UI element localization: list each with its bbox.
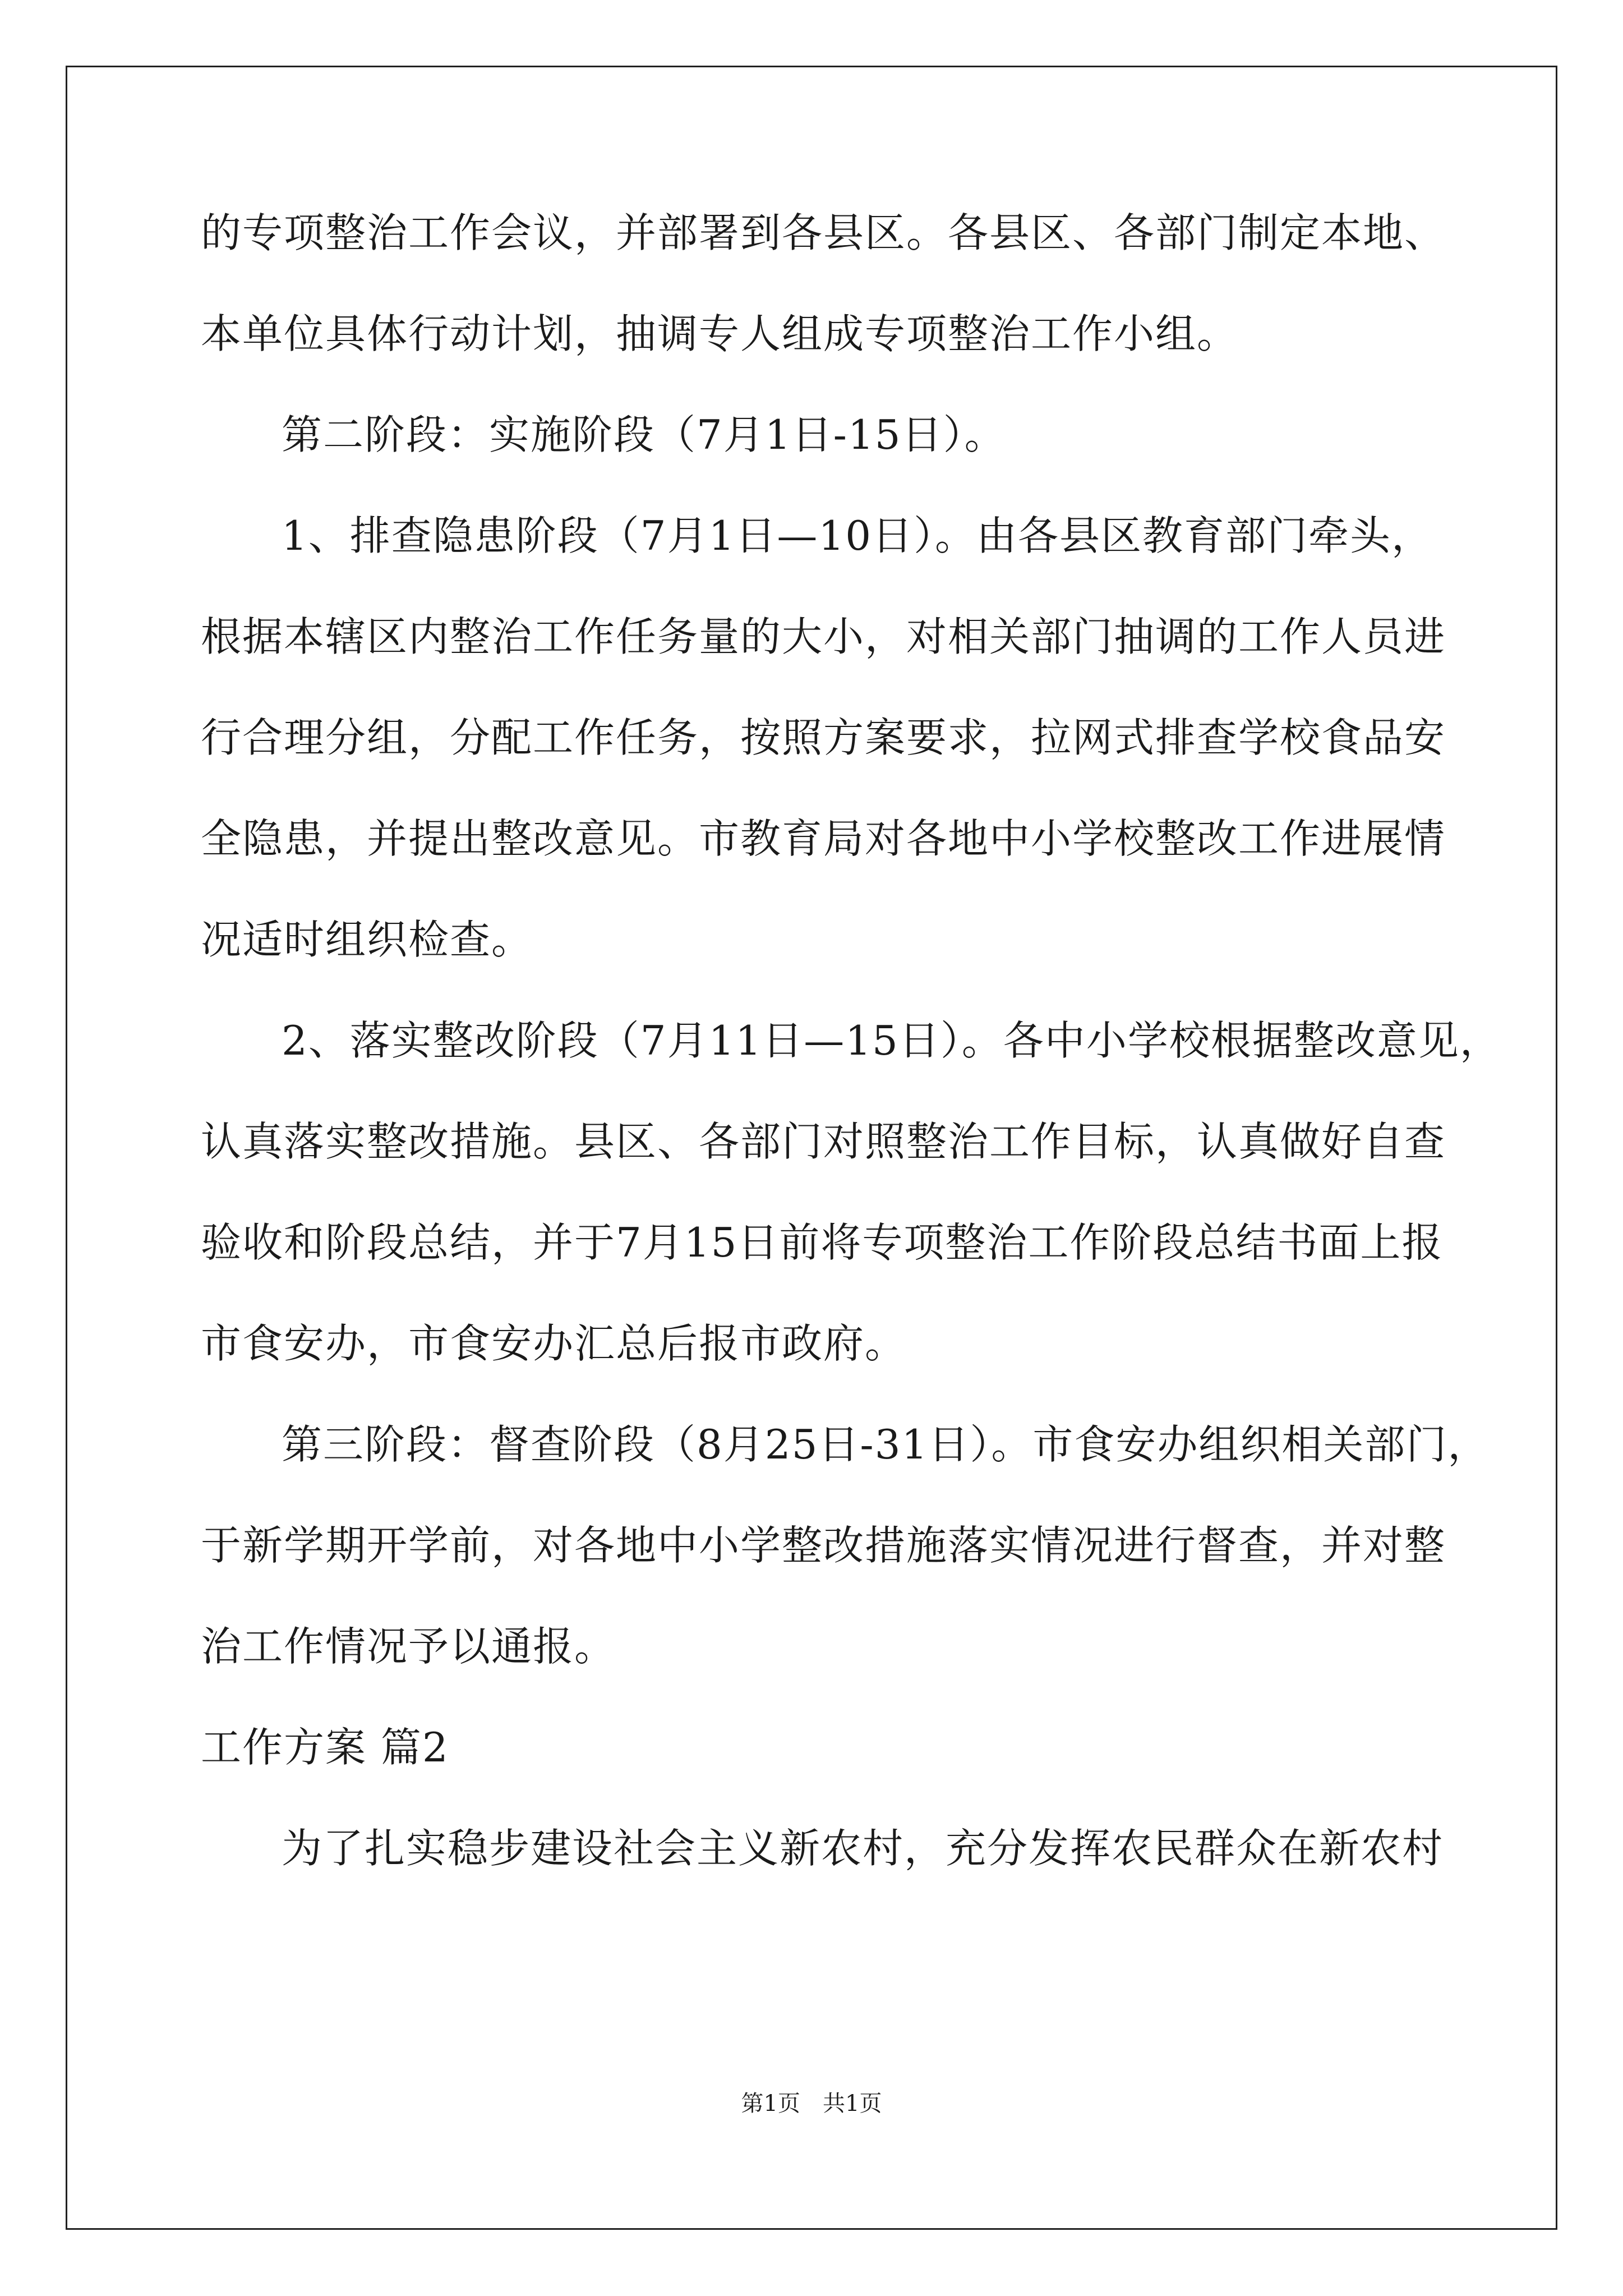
paragraph-line: 市食安办，市食安办汇总后报市政府。 <box>201 1320 907 1367</box>
paragraph-line: 验收和阶段总结，并于7月15日前将专项整治工作阶段总结书面上报 <box>201 1219 1444 1266</box>
paragraph-line: 为了扎实稳步建设社会主义新农村，充分发挥农民群众在新农村 <box>282 1825 1444 1872</box>
paragraph-line: 全隐患，并提出整改意见。市教育局对各地中小学校整改工作进展情 <box>201 815 1446 862</box>
paragraph-line: 根据本辖区内整治工作任务量的大小，对相关部门抽调的工作人员进 <box>201 613 1446 660</box>
paragraph-line: 况适时组织检查。 <box>201 916 533 963</box>
paragraph-line: 治工作情况予以通报。 <box>201 1623 616 1670</box>
page-footer: 第1页 共1页 <box>741 2091 882 2116</box>
document-body <box>201 208 1501 1924</box>
paragraph-line: 行合理分组，分配工作任务，按照方案要求，拉网式排查学校食品安 <box>201 714 1446 761</box>
paragraph-line: 1、排查隐患阶段（7月1日—10日）。由各县区教育部门牵头， <box>282 512 1433 559</box>
paragraph-line: 的专项整治工作会议，并部署到各县区。各县区、各部门制定本地、 <box>201 209 1446 256</box>
paragraph-line: 本单位具体行动计划，抽调专人组成专项整治工作小组。 <box>201 310 1239 357</box>
paragraph-line: 于新学期开学前，对各地中小学整改措施落实情况进行督查，并对整 <box>201 1522 1446 1569</box>
paragraph-line: 第三阶段：督查阶段（8月25日-31日）。市食安办组织相关部门， <box>282 1421 1490 1468</box>
paragraph-line: 2、落实整改阶段（7月11日—15日）。各中小学校根据整改意见， <box>282 1017 1501 1064</box>
paragraph-line: 认真落实整改措施。县区、各部门对照整治工作目标，认真做好自查 <box>201 1118 1446 1165</box>
section-heading: 第二阶段：实施阶段（7月1日-15日）。 <box>282 411 1006 458</box>
document-title: 工作方案 篇2 <box>201 1724 449 1771</box>
